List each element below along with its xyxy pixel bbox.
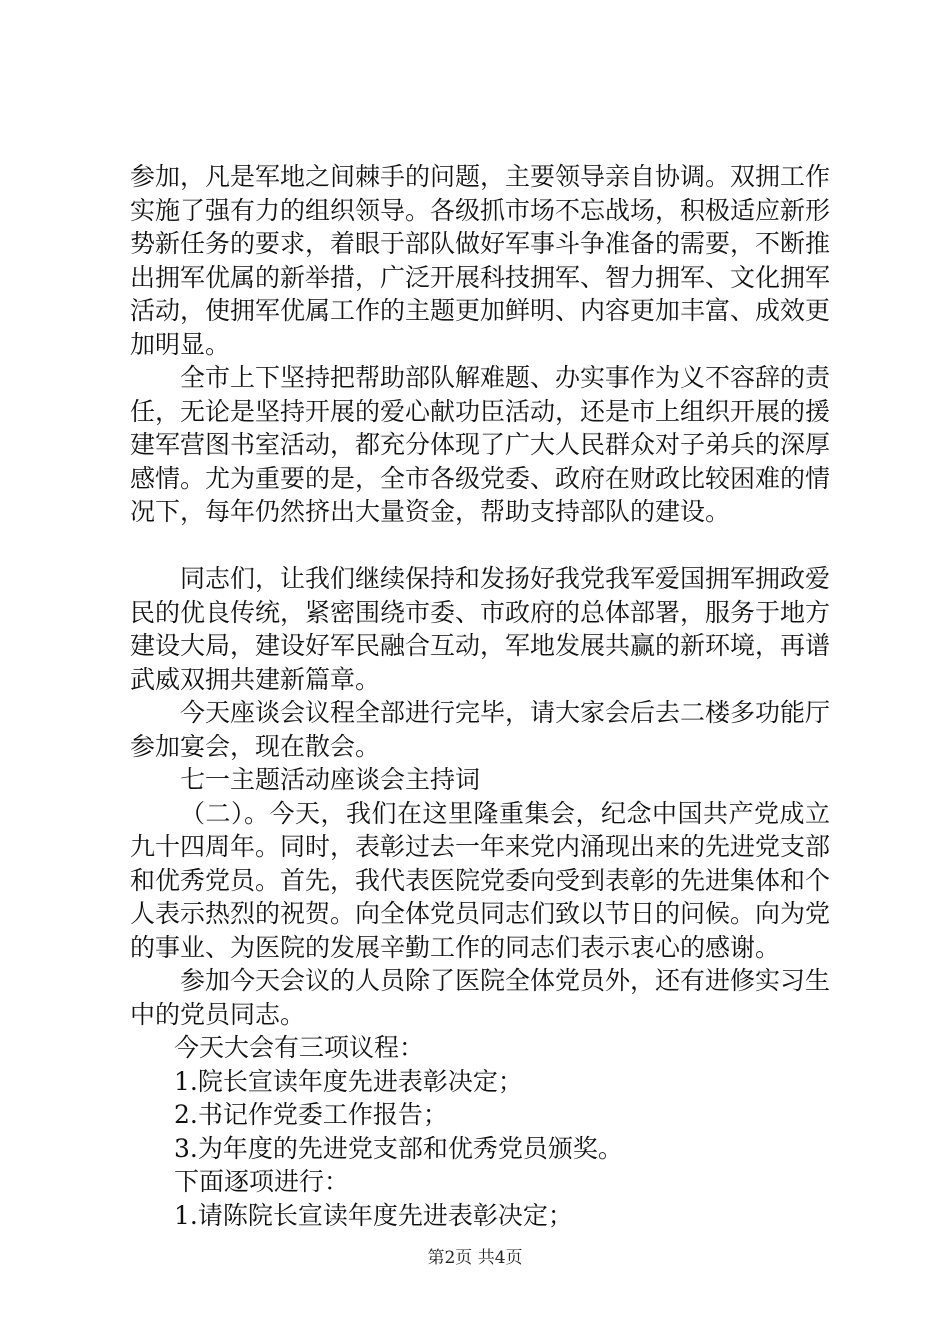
- section-heading: 七一主题活动座谈会主持词: [180, 765, 481, 794]
- steps-intro: 下面逐项进行：: [174, 1167, 350, 1196]
- step-item: 1.请陈院长宣读年度先进表彰决定；: [174, 1200, 573, 1230]
- paragraph-3: 同志们，让我们继续保持和发扬好我党我军爱国拥军拥政爱民的优良传统，紧密围绕市委、市政府的总体部署，服务于地方建设大局，建设好军民融合互动，军地发展共赢的新环境，再谱武威双拥共建新篇章。: [130, 564, 831, 694]
- paragraph-6: （二）。今天，我们在这里隆重集会，纪念中国共产党成立九十四周年。同时，表彰过去一年来党内涌现出来的先进党支部和优秀党员。首先，我代表医院党委向受到表彰的先进集体和个人表示热烈的祝贺。向全体党员同志们致以节日的问候。向为党的事业、为医院的发展辛勤工作的同志们表示衷心的感谢。: [130, 798, 831, 962]
- paragraph-2: 全市上下坚持把帮助部队解难题、办实事作为义不容辞的责任，无论是坚持开展的爱心献功臣活动，还是市上组织开展的援建军营图书室活动，都充分体现了广大人民群众对子弟兵的深厚感情。尤为重要的是，全市各级党委、政府在财政比较困难的情况下，每年仍然挤出大量资金，帮助支持部队的建设。: [130, 363, 831, 526]
- paragraph-1: 参加，凡是军地之间棘手的问题，主要领导亲自协调。双拥工作实施了强有力的组织领导。各级抓市场不忘战场，积极适应新形势新任务的要求，着眼于部队做好军事斗争准备的需要，不断推出拥军优属的新举措，广泛开展科技拥军、智力拥军、文化拥军活动，使拥军优属工作的主题更加鲜明、内容更加丰富、成效更加明显。: [130, 162, 831, 359]
- paragraph-4: 今天座谈会议程全部进行完毕，请大家会后去二楼多功能厅参加宴会，现在散会。: [130, 698, 831, 761]
- agenda-item: 3.为年度的先进党支部和优秀党员颁奖。: [174, 1133, 623, 1163]
- document-body: [130, 160, 830, 1232]
- paragraph-7: 参加今天会议的人员除了医院全体党员外，还有进修实习生中的党员同志。: [130, 966, 831, 1029]
- page-number: 第2页 共4页: [427, 1248, 523, 1268]
- agenda-item: 1.院长宣读年度先进表彰决定；: [174, 1066, 523, 1096]
- agenda-intro: 今天大会有三项议程：: [174, 1033, 425, 1062]
- agenda-item: 2.书记作党委工作报告；: [174, 1100, 448, 1129]
- paragraph-gap: [130, 529, 830, 563]
